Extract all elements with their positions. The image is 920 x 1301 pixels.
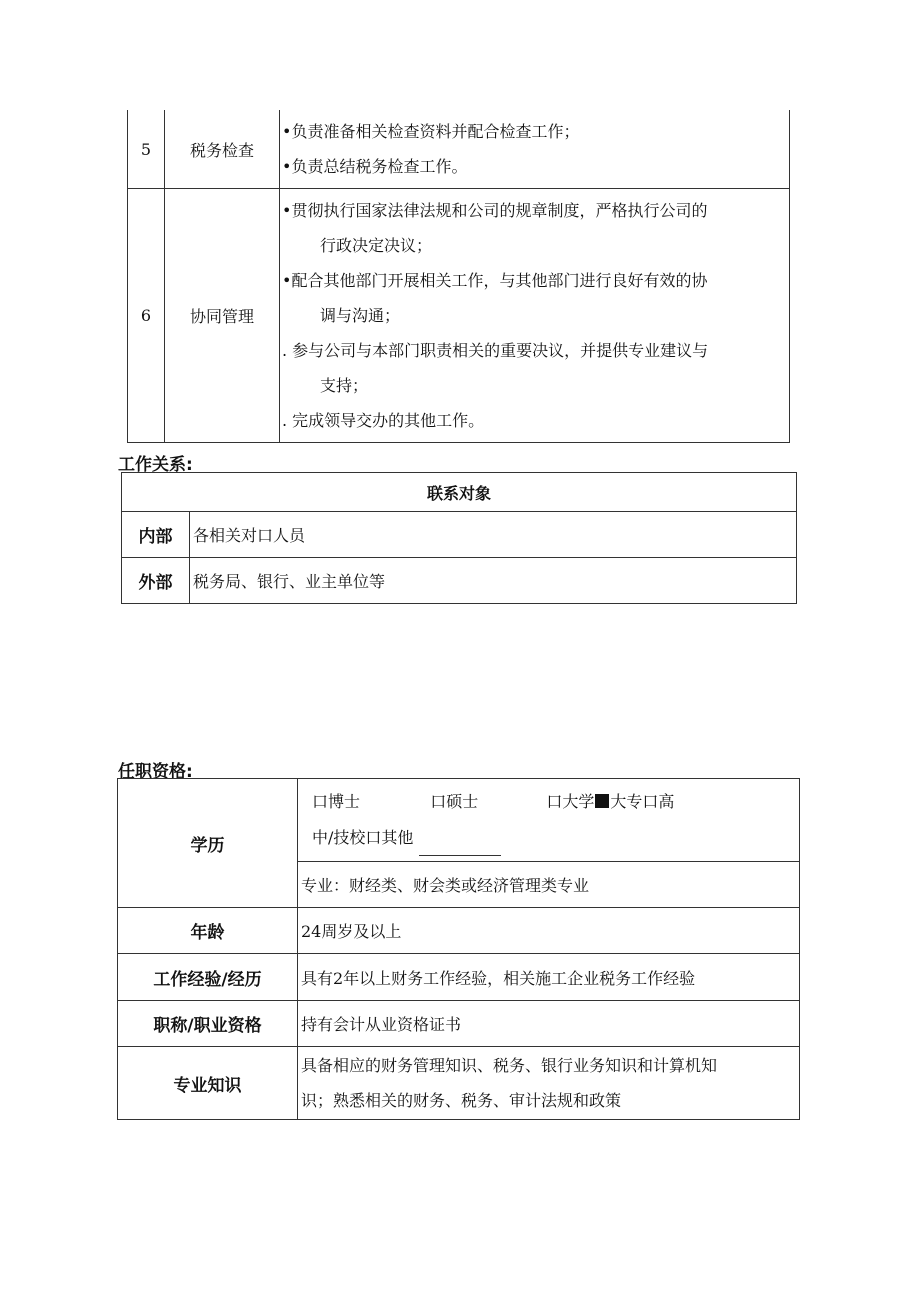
duty-table (127, 110, 790, 443)
knowledge-label: 专业知识 (118, 1047, 298, 1120)
age-value: 24周岁及以上 (298, 908, 800, 954)
knowledge-value (298, 1047, 800, 1120)
relations-label-external: 外部 (122, 558, 190, 604)
duty-item: •贯彻执行国家法律法规和公司的规章制度，严格执行公司的 (282, 201, 708, 220)
checked-box-icon (595, 794, 609, 808)
qual-row-title (118, 1001, 800, 1047)
duty-row-5 (128, 110, 790, 189)
relations-table (121, 472, 797, 604)
qual-row-experience (118, 954, 800, 1001)
education-major: 专业：财经类、财会类或经济管理类专业 (298, 862, 800, 908)
duty-item-continued: 调与沟通； (320, 306, 401, 325)
relations-title: 工作关系: (118, 455, 193, 475)
relations-row-external (122, 558, 797, 604)
duty-number: 5 (128, 110, 165, 189)
education-label: 学历 (118, 779, 298, 908)
duty-item: •配合其他部门开展相关工作，与其他部门进行良好有效的协 (282, 271, 708, 290)
relations-header: 联系对象 (122, 473, 797, 512)
relations-label-internal: 内部 (122, 512, 190, 558)
relations-value-internal: 各相关对口人员 (190, 512, 797, 558)
education-options (298, 779, 800, 862)
duty-item-continued: 行政决定决议； (320, 236, 433, 255)
duty-description (280, 189, 790, 443)
duty-description (280, 110, 790, 189)
knowledge-line: 识；熟悉相关的财务、税务、审计法规和政策 (301, 1091, 622, 1110)
experience-label: 工作经验/经历 (118, 954, 298, 1001)
relations-header-row (122, 473, 797, 512)
qual-row-knowledge (118, 1047, 800, 1120)
duty-name: 税务检查 (165, 110, 280, 189)
duty-item: •负责总结税务检查工作。 (282, 157, 468, 176)
knowledge-line: 具备相应的财务管理知识、税务、银行业务知识和计算机知 (301, 1056, 718, 1075)
education-option-phd: 口博士 (312, 792, 361, 811)
duty-item: . 参与公司与本部门职责相关的重要决议，并提供专业建议与 (282, 341, 709, 360)
duty-item: . 完成领导交办的其他工作。 (282, 411, 485, 430)
duty-number: 6 (128, 189, 165, 443)
duty-item-continued: 支持； (320, 376, 369, 395)
qual-row-education (118, 779, 800, 862)
relations-value-external: 税务局、银行、业主单位等 (190, 558, 797, 604)
age-label: 年龄 (118, 908, 298, 954)
title-cert-value: 持有会计从业资格证书 (298, 1001, 800, 1047)
qualifications-table (117, 778, 800, 1120)
qual-row-age (118, 908, 800, 954)
education-option-other: 中/技校口其他 (312, 828, 414, 847)
education-option-college: 大专口高 (610, 792, 675, 811)
experience-value: 具有2年以上财务工作经验，相关施工企业税务工作经验 (298, 954, 800, 1001)
education-option-bachelor: 口大学 (546, 792, 595, 811)
qualifications-title: 任职资格: (118, 762, 193, 782)
relations-row-internal (122, 512, 797, 558)
duty-name: 协同管理 (165, 189, 280, 443)
duty-item: •负责准备相关检查资料并配合检查工作； (282, 122, 580, 141)
duty-row-6 (128, 189, 790, 443)
education-option-master: 口硕士 (430, 792, 479, 811)
other-blank-line (419, 839, 501, 856)
title-cert-label: 职称/职业资格 (118, 1001, 298, 1047)
